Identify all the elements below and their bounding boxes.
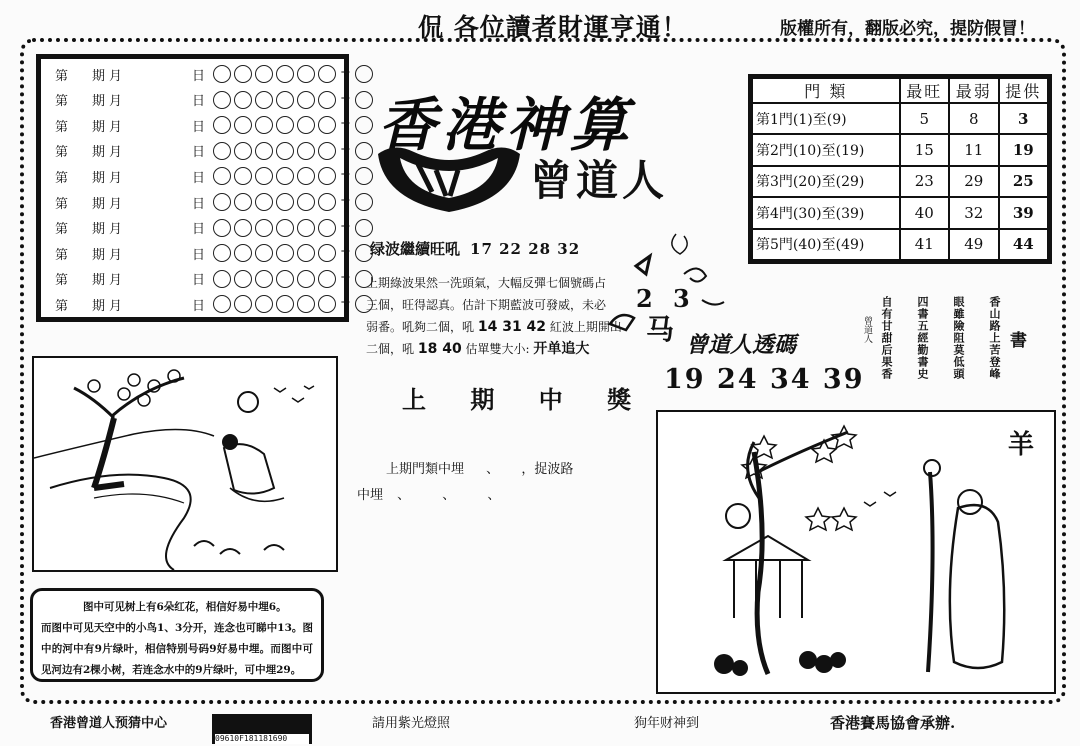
draw-record-row: [55, 193, 373, 211]
draw-record-row: [55, 295, 373, 313]
draw-records-box: [36, 54, 349, 322]
header-provide: 提供: [999, 78, 1049, 103]
number-circle: [255, 167, 273, 185]
number-circle: [318, 167, 336, 185]
paragraph-line: 三個，旺得認真。估計下期藍波可發威，未必: [366, 298, 607, 312]
plus-sign: +: [340, 167, 351, 183]
range-cell: 第5門(40)至(49): [752, 229, 900, 260]
hint-text: 图中可见树上有6朵红花，相信好易中埋6。: [83, 601, 287, 613]
most-cell: 5: [900, 103, 949, 134]
table-row: [752, 166, 1048, 197]
number-circles: [213, 116, 373, 134]
number-circle: [297, 244, 315, 262]
number-circle: [276, 244, 294, 262]
number-circle: [255, 65, 273, 83]
header-greeting: 侃 各位讀者財運亨通！: [418, 13, 688, 42]
most-cell: 40: [900, 197, 949, 228]
special-numbers: 2 3: [636, 284, 696, 313]
number-circle: [234, 219, 252, 237]
number-circle: [213, 270, 231, 288]
last-hit-title: 上 期 中 獎: [402, 385, 650, 414]
period-label: 第 期: [55, 145, 105, 161]
provide-cell: 44: [999, 229, 1049, 260]
green-wave-label: 绿波繼續旺吼: [370, 240, 461, 258]
plus-sign: +: [340, 244, 351, 260]
header-least: 最弱: [949, 78, 998, 103]
number-circle: [297, 116, 315, 134]
least-cell: 49: [949, 229, 998, 260]
paragraph-numbers: 14 31 42: [477, 319, 547, 335]
number-circle: [234, 244, 252, 262]
hint-text: 而图中可见天空中的小鸟1、3分开，连念也可睇中13。图中的河中有9片绿叶，相信特别号码9好易中埋。而图中可见河边有2棵小树，若连念水中的9片绿叶，可中埋29。: [41, 622, 313, 676]
paragraph-text: 紅波上期開出: [549, 320, 622, 334]
number-circles: [213, 167, 373, 185]
period-label: 第 期: [55, 298, 105, 314]
number-circle: [234, 270, 252, 288]
category-table: [748, 74, 1052, 264]
number-circle: [255, 142, 273, 160]
special-number-circle: [355, 193, 373, 211]
plus-sign: +: [340, 295, 351, 311]
footer-center-name: 香港曾道人预猜中心: [50, 716, 168, 731]
green-wave-line: [370, 238, 580, 259]
provide-cell: 25: [999, 166, 1049, 197]
last-category-line: [386, 458, 573, 477]
plus-sign: +: [340, 218, 351, 234]
hint-note-box: [30, 588, 324, 682]
header-copyright: 版權所有，翻版必究，提防假冒！: [780, 19, 1035, 39]
special-zodiac: 马: [646, 313, 675, 346]
number-circle: [255, 244, 273, 262]
period-label: 第 期: [55, 119, 105, 135]
number-circle: [255, 219, 273, 237]
most-cell: 41: [900, 229, 949, 260]
number-circle: [297, 219, 315, 237]
header-most: 最旺: [900, 78, 949, 103]
number-circle: [297, 142, 315, 160]
draw-record-row: [55, 244, 373, 262]
footer-dog-year: 狗年财神到: [634, 716, 700, 731]
sage-scene-drawing: [658, 412, 1054, 692]
number-circle: [213, 91, 231, 109]
special-number-circle: [355, 219, 373, 237]
paragraph-line: [366, 338, 632, 360]
table-row: [752, 134, 1048, 165]
number-circle: [213, 167, 231, 185]
poem-heading: 書: [1010, 331, 1027, 351]
number-circle: [276, 193, 294, 211]
barcode-number: 09610F181181690: [215, 734, 309, 744]
poem-author: 曾道人: [862, 316, 872, 343]
number-circle: [213, 244, 231, 262]
number-circle: [276, 142, 294, 160]
number-circles: [213, 244, 373, 262]
plus-sign: +: [340, 193, 351, 208]
number-circle: [276, 116, 294, 134]
number-circle: [318, 295, 336, 313]
number-circle: [318, 116, 336, 134]
period-label: 第 期: [55, 170, 105, 186]
poem-column: 四書五經勤書史: [916, 296, 929, 380]
number-circle: [318, 219, 336, 237]
number-circle: [255, 295, 273, 313]
period-label: 第 期: [55, 68, 105, 84]
date-label: 月 日: [109, 68, 205, 84]
plus-sign: +: [340, 65, 351, 80]
number-circle: [255, 116, 273, 134]
number-circles: [213, 295, 373, 313]
draw-record-row: [55, 167, 373, 185]
paragraph-text: 弱番。吼夠二個，吼: [366, 320, 475, 334]
river-scene-drawing: [34, 358, 336, 570]
special-number-circle: [355, 116, 373, 134]
number-circle: [318, 91, 336, 109]
number-circle: [234, 91, 252, 109]
analysis-paragraph: [366, 272, 632, 360]
number-circle: [234, 65, 252, 83]
least-cell: 32: [949, 197, 998, 228]
paragraph-numbers: 18 40: [417, 341, 462, 357]
table-row: [752, 229, 1048, 260]
least-cell: 8: [949, 103, 998, 134]
paragraph-line: 上期綠波果然一洗頭氣，大幅反彈七個號碼占: [366, 276, 607, 290]
last-category-sep: 、: [486, 462, 500, 477]
number-circle: [318, 270, 336, 288]
draw-record-row: [55, 65, 373, 83]
number-circle: [276, 295, 294, 313]
draw-record-row: [55, 219, 373, 237]
number-circle: [213, 116, 231, 134]
number-circle: [213, 193, 231, 211]
number-circle: [213, 219, 231, 237]
special-number-circle: [355, 91, 373, 109]
number-circle: [297, 295, 315, 313]
period-label: 第 期: [55, 222, 105, 238]
number-circle: [297, 91, 315, 109]
provide-cell: 39: [999, 197, 1049, 228]
right-illustration: [656, 410, 1056, 694]
number-circle: [297, 270, 315, 288]
number-circles: [213, 270, 373, 288]
number-circle: [318, 65, 336, 83]
tou-ma-numbers: 19 24 34 39: [664, 364, 865, 395]
last-category-line: [357, 484, 514, 503]
least-cell: 11: [949, 134, 998, 165]
table-row: [752, 103, 1048, 134]
date-label: 月 日: [109, 119, 205, 135]
number-circles: [213, 219, 373, 237]
date-label: 月 日: [109, 273, 205, 289]
number-circle: [213, 65, 231, 83]
paragraph-text: 二個，吼: [366, 342, 415, 356]
number-circles: [213, 91, 373, 109]
plus-sign: +: [340, 269, 351, 285]
number-circles: [213, 65, 373, 83]
poem-column: 香山路上苦登峰: [988, 296, 1001, 380]
left-illustration: [32, 356, 338, 572]
date-label: 月 日: [109, 94, 205, 110]
gold-ingot-logo: [374, 140, 524, 220]
newspaper-title: 香港神算: [378, 91, 635, 159]
last-category-sep: 、 、 、: [397, 488, 515, 503]
number-circle: [318, 244, 336, 262]
special-number-circle: [355, 142, 373, 160]
provide-cell: 19: [999, 134, 1049, 165]
period-label: 第 期: [55, 94, 105, 110]
plus-sign: +: [340, 141, 351, 157]
special-number-circle: [355, 65, 373, 83]
paragraph-line: [366, 316, 632, 338]
draw-record-row: [55, 142, 373, 160]
poem-column: 眼雖險阻莫低頭: [952, 296, 965, 380]
newspaper-subtitle: 曾道人: [530, 156, 669, 205]
range-cell: 第1門(1)至(9): [752, 103, 900, 134]
special-number-circle: [355, 167, 373, 185]
period-label: 第 期: [55, 196, 105, 212]
number-circle: [234, 167, 252, 185]
last-category-text: ，捉波路: [521, 462, 574, 477]
date-label: 月 日: [109, 145, 205, 161]
plus-sign: +: [340, 90, 351, 106]
number-circle: [297, 65, 315, 83]
draw-record-row: [55, 91, 373, 109]
number-circle: [255, 270, 273, 288]
most-cell: 15: [900, 134, 949, 165]
poem-column: 自有甘甜后果香: [880, 296, 893, 380]
range-cell: 第2門(10)至(19): [752, 134, 900, 165]
range-cell: 第4門(30)至(39): [752, 197, 900, 228]
period-label: 第 期: [55, 247, 105, 263]
number-circles: [213, 142, 373, 160]
number-circle: [234, 193, 252, 211]
range-cell: 第3門(20)至(29): [752, 166, 900, 197]
footer-uv-note: 請用紫光燈照: [372, 716, 451, 731]
number-circle: [234, 142, 252, 160]
number-circle: [213, 295, 231, 313]
period-label: 第 期: [55, 273, 105, 289]
number-circle: [276, 91, 294, 109]
barcode: [212, 714, 312, 744]
date-label: 月 日: [109, 222, 205, 238]
number-circle: [297, 167, 315, 185]
provide-cell: 3: [999, 103, 1049, 134]
date-label: 月 日: [109, 298, 205, 314]
number-circle: [234, 295, 252, 313]
paragraph-text: 估單雙大小:: [465, 342, 530, 356]
zodiac-goat-label: 羊: [1008, 430, 1035, 460]
tou-ma-label: 曾道人透碼: [686, 332, 797, 358]
most-cell: 23: [900, 166, 949, 197]
number-circle: [318, 142, 336, 160]
number-circle: [255, 91, 273, 109]
number-circle: [234, 116, 252, 134]
last-category-text: 中埋: [357, 488, 384, 503]
plus-sign: +: [340, 116, 351, 132]
green-wave-numbers: 17 22 28 32: [470, 240, 581, 258]
number-circle: [276, 270, 294, 288]
number-circle: [276, 167, 294, 185]
header-category: 門 類: [752, 78, 900, 103]
least-cell: 29: [949, 166, 998, 197]
draw-record-row: [55, 116, 373, 134]
number-circle: [213, 142, 231, 160]
number-circle: [255, 193, 273, 211]
number-circle: [276, 65, 294, 83]
last-category-text: 上期門類中埋: [386, 462, 465, 477]
table-row: [752, 197, 1048, 228]
paragraph-highlight: 开单追大: [533, 341, 590, 357]
draw-record-row: [55, 270, 373, 288]
number-circles: [213, 193, 373, 211]
number-circle: [276, 219, 294, 237]
footer-association: 香港賽馬協會承辦.: [830, 714, 956, 732]
number-circle: [318, 193, 336, 211]
date-label: 月 日: [109, 247, 205, 263]
number-circle: [297, 193, 315, 211]
date-label: 月 日: [109, 170, 205, 186]
date-label: 月 日: [109, 196, 205, 212]
